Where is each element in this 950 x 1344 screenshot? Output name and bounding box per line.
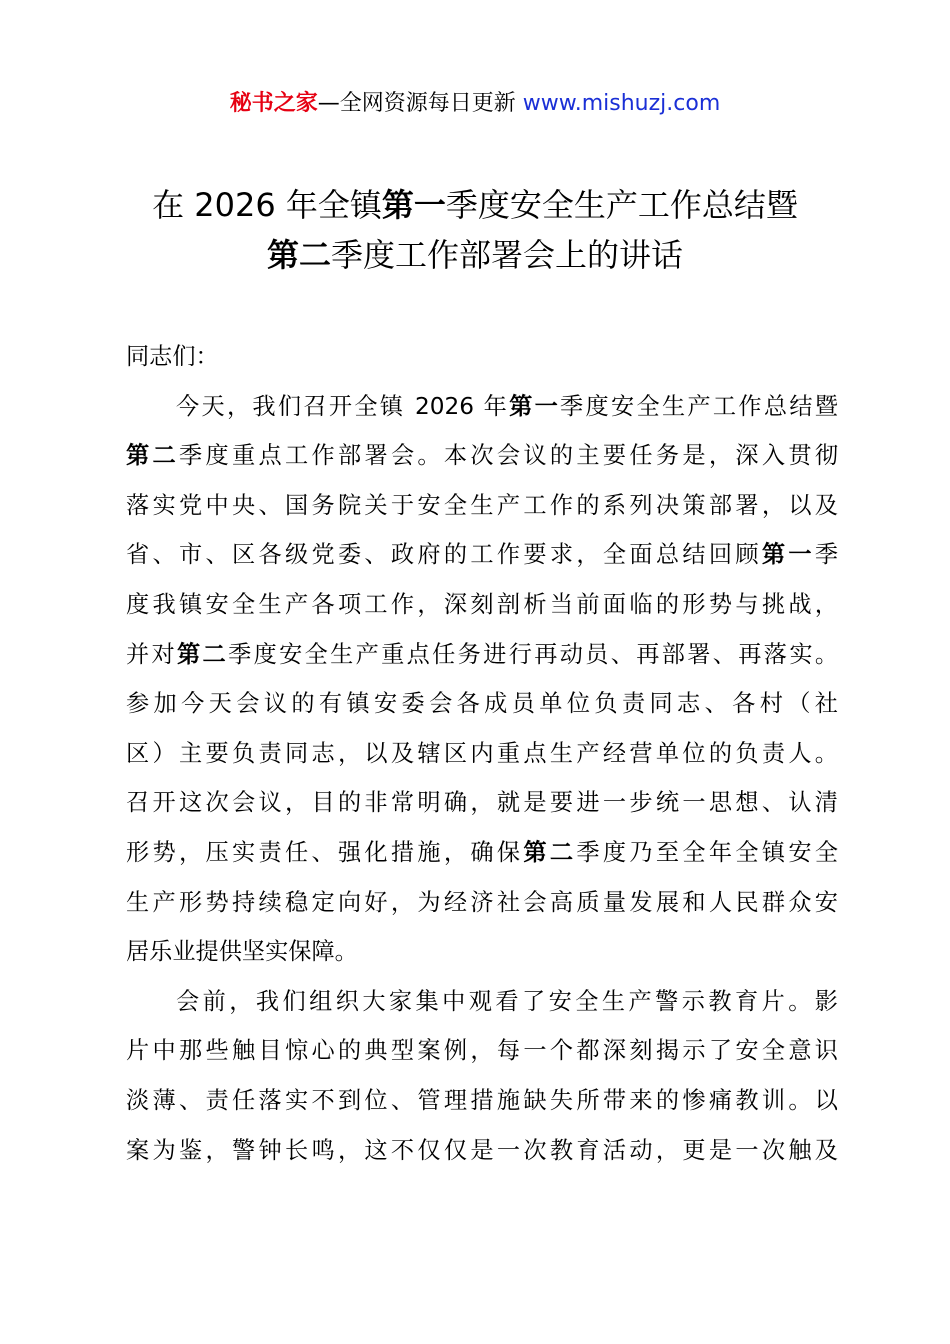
body-line [126, 630, 838, 680]
document-title [0, 180, 950, 280]
text-segment: 并对 [126, 640, 178, 668]
text-segment: 居乐业提供坚实保障。 [126, 938, 358, 966]
body-line [126, 679, 838, 729]
text-segment: 案为鉴，警钟长鸣，这不仅仅是一次教育活动，更是一次触及 [126, 1136, 838, 1164]
bold-term: 第一 [761, 541, 815, 569]
bold-term: 第一 [381, 186, 446, 224]
text-segment: 季度重点工作部署会。本次会议的主要任务是，深入贯彻 [179, 442, 839, 470]
text-segment: 度我镇安全生产各项工作，深刻剖析当前面临的形势与挑战， [126, 590, 838, 618]
text-segment: 季度安全生产工作总结暨 [445, 186, 798, 224]
text-segment: 生产形势持续稳定向好，为经济社会高质量发展和人民群众安 [126, 888, 838, 916]
text-segment: 季 [814, 541, 839, 569]
text-segment: 在 2026 年全镇 [152, 186, 382, 224]
title-line-1 [0, 180, 950, 230]
text-segment: 参加今天会议的有镇安委会各成员单位负责同志、各村（社 [126, 690, 838, 718]
body-line [126, 878, 838, 928]
bold-term: 第二 [266, 236, 331, 274]
text-segment: 今天，我们召开全镇 2026 年 [176, 392, 510, 420]
body-line [126, 431, 838, 481]
site-url-link[interactable]: www.mishuzj.com [522, 91, 721, 116]
body-line [126, 977, 838, 1027]
body-line [126, 778, 838, 828]
text-segment: 会前，我们组织大家集中观看了安全生产警示教育片。影 [176, 987, 838, 1015]
bold-term: 第二 [126, 442, 179, 470]
text-segment: 片中那些触目惊心的典型案例，每一个都深刻揭示了安全意识 [126, 1037, 838, 1065]
body-line [126, 828, 838, 878]
text-segment: 形势，压实责任、强化措施，确保 [126, 838, 524, 866]
body-line [126, 1126, 838, 1176]
greeting: 同志们： [126, 343, 219, 370]
text-segment: 季度乃至全年全镇安全 [576, 838, 839, 866]
bold-term: 第二 [523, 838, 577, 866]
document-body [126, 332, 838, 1175]
text-segment: 季度工作部署会上的讲话 [331, 236, 684, 274]
body-line [126, 382, 838, 432]
body-line [126, 580, 838, 630]
text-segment: 季度安全生产重点任务进行再动员、再部署、再落实。 [228, 640, 839, 668]
site-tagline: —全网资源每日更新 [317, 91, 523, 116]
body-line [126, 481, 838, 531]
site-brand: 秘书之家 [229, 91, 318, 116]
text-segment: 落实党中央、国务院关于安全生产工作的系列决策部署，以及 [126, 491, 838, 519]
site-header [0, 88, 950, 120]
body-line [126, 530, 838, 580]
text-segment: 淡薄、责任落实不到位、管理措施缺失所带来的惨痛教训。以 [126, 1086, 838, 1114]
body-line [126, 729, 838, 779]
title-line-2 [0, 230, 950, 280]
bold-term: 第二 [177, 640, 229, 668]
text-segment: 区）主要负责同志，以及辖区内重点生产经营单位的负责人。 [126, 739, 838, 767]
text-segment: 省、市、区各级党委、政府的工作要求，全面总结回顾 [126, 541, 762, 569]
body-line [126, 1026, 838, 1076]
body-line [126, 927, 838, 977]
body-line [126, 1076, 838, 1126]
bold-term: 第一 [509, 392, 561, 420]
text-segment: 季度安全生产工作总结暨 [560, 392, 838, 420]
text-segment: 召开这次会议，目的非常明确，就是要进一步统一思想、认清 [126, 789, 838, 817]
